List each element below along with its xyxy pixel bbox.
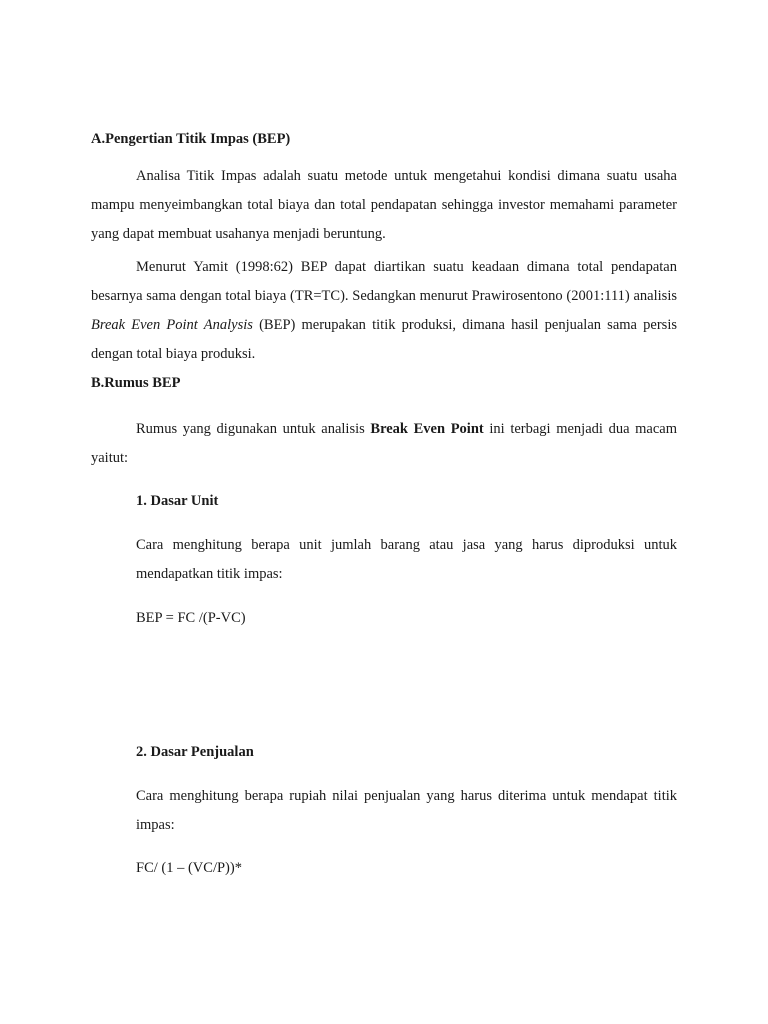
section-a-paragraph-2 (91, 253, 677, 369)
section-a-paragraph-1: Analisa Titik Impas adalah suatu metode untuk mengetahui kondisi dimana suatu usaha mampu menyeimbangkan total biaya dan total pendapatan sehingga investor memahami parameter yang dapat membuat usahanya menjadi beruntung. (91, 168, 677, 242)
section-b-intro (91, 415, 677, 473)
item-2-formula: FC/ (1 – (VC/P))* (136, 860, 242, 876)
item-1-title: 1. Dasar Unit (136, 493, 219, 509)
intro-text-end: ini terbagi menjadi dua macam yaitut: (91, 421, 678, 466)
item-2-description: Cara menghitung berapa rupiah nilai penjualan yang harus diterima untuk mendapat titik impas: (136, 788, 677, 833)
paragraph-2-italic-term: Break Even Point Analysis (91, 317, 253, 333)
section-a-heading: A.Pengertian Titik Impas (BEP) (91, 131, 291, 147)
paragraph-2-text-start: Menurut Yamit (1998:62) BEP dapat diartikan suatu keadaan dimana total pendapatan besarnya sama dengan total biaya (TR=TC). Sedangkan menurut Prawirosentono (2001:111) analisis (91, 259, 677, 304)
paragraph-2-text-end: (BEP) merupakan titik produksi, dimana hasil penjualan sama persis dengan total biaya produksi. (91, 317, 677, 362)
intro-text-start: Rumus yang digunakan untuk analisis (136, 421, 371, 437)
intro-bold-term: Break Even Point (370, 421, 484, 437)
item-1-description: Cara menghitung berapa unit jumlah barang atau jasa yang harus diproduksi untuk mendapatkan titik impas: (136, 537, 677, 582)
item-2-title: 2. Dasar Penjualan (136, 744, 254, 760)
item-1-formula: BEP = FC /(P-VC) (136, 610, 246, 626)
section-b-heading: B.Rumus BEP (91, 375, 181, 391)
